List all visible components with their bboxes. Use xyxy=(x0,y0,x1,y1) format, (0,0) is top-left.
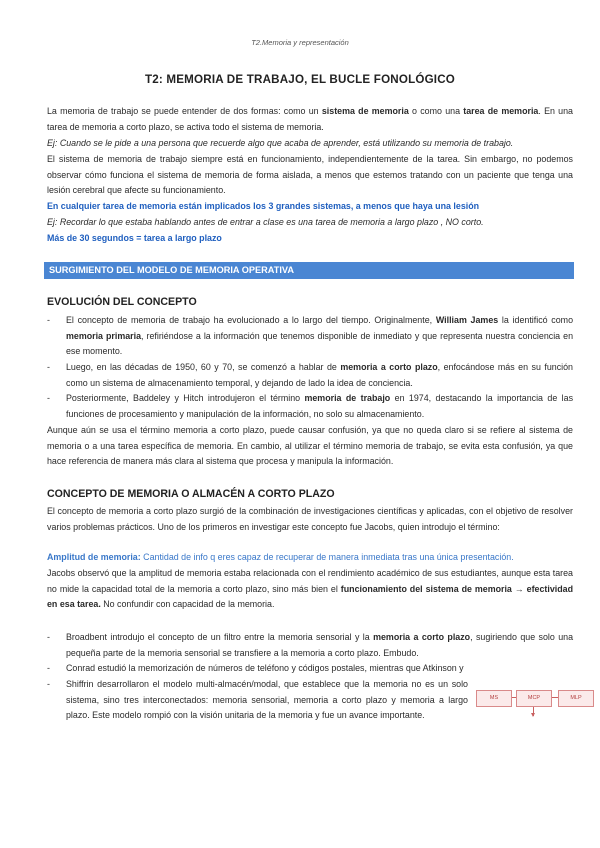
diagram-box-ms: MS xyxy=(476,690,512,707)
concepto-paragraph-1: El concepto de memoria a corto plazo surgió de la combinación de investigaciones científicas y aplicadas, con el objetivo de resolver varios problemas prácticos. Uno de los primeros en investigar este concepto fue Jacobs, quien introdujo el término: xyxy=(47,506,573,532)
concepto-paragraph-2: Jacobs observó que la amplitud de memoria estaba relacionada con el rendimiento académico de sus estudiantes, aunque esta tarea no mide la capacidad total de la memoria a corto plazo, sino más bien el funcionamiento del sistema de memoria → efectividad en esa tarea. No confundir con capacidad de la memoria. xyxy=(47,568,573,610)
list-item-text: Shiffrin desarrollaron el modelo multi-almacén/modal, que establece que la memoria no es un solo sistema, sino tres interconectados: memoria sensorial, memoria a corto plazo y memoria a largo plazo. Este modelo rompió con la visión unitaria de la memoria y fue un avance importante. xyxy=(66,679,468,721)
intro-highlight-1: En cualquier tarea de memoria están implicados los 3 grandes sistemas, a menos que haya una lesión xyxy=(47,201,480,211)
list-item-text: Luego, en las décadas de 1950, 60 y 70, se comenzó a hablar de memoria a corto plazo, enfocándose más en su función como un sistema de almacenamiento temporal, y dejando de lado la idea de conciencia. xyxy=(66,362,573,388)
diagram-box-mlp: MLP xyxy=(558,690,594,707)
diagram-down-arrow xyxy=(533,707,534,716)
bullet-dash: - xyxy=(47,632,50,642)
list-item xyxy=(47,313,573,360)
bullet-dash: - xyxy=(47,393,50,403)
definition-term: Amplitud de memoria: xyxy=(47,552,141,562)
bullet-dash: - xyxy=(47,362,50,372)
document-title: T2: MEMORIA DE TRABAJO, EL BUCLE FONOLÓGICO xyxy=(144,73,456,86)
bullet-dash: - xyxy=(47,315,50,325)
definition-text: Cantidad de info q eres capaz de recuperar de manera inmediata tras una única presentación. xyxy=(140,552,514,562)
heading-evolucion: EVOLUCIÓN DEL CONCEPTO xyxy=(47,296,197,308)
list-item xyxy=(47,630,573,661)
list-item xyxy=(47,391,573,422)
intro-highlight-2: Más de 30 segundos = tarea a largo plazo xyxy=(47,233,222,243)
list-item xyxy=(47,661,573,677)
heading-concepto: CONCEPTO DE MEMORIA O ALMACÉN A CORTO PLAZO xyxy=(47,488,335,500)
multi-store-diagram xyxy=(468,688,598,724)
intro-paragraph-1: La memoria de trabajo se puede entender de dos formas: como un sistema de memoria o como una tarea de memoria. En una tarea de memoria a corto plazo, se activa todo el sistema de memoria. xyxy=(47,106,573,132)
intro-example-1: Ej: Cuando se le pide a una persona que recuerde algo que acaba de aprender, está utilizando su memoria de trabajo. xyxy=(47,138,514,148)
intro-example-2: Ej: Recordar lo que estaba hablando antes de entrar a clase es una tarea de memoria a largo plazo , NO corto. xyxy=(47,217,484,227)
bullet-dash: - xyxy=(47,663,50,673)
list-item-text: El concepto de memoria de trabajo ha evolucionado a lo largo del tiempo. Originalmente, William James la identificó como memoria primaria, refiriéndose a la información que tenemos disponible de inmediato y que representa nuestra conciencia en ese momento. xyxy=(66,315,574,357)
list-item xyxy=(47,360,573,391)
list-item-text: Posteriormente, Baddeley y Hitch introdujeron el término memoria de trabajo en 1974, destacando la importancia de las funciones de procesamiento y manipulación de la información, no solo su almacenamiento. xyxy=(66,393,574,419)
running-header: T2.Memoria y representación xyxy=(251,38,349,47)
intro-paragraph-2: El sistema de memoria de trabajo siempre está en funcionamiento, independientemente de la tarea. Sin embargo, no podemos observar cómo funciona el sistema de memoria de forma aislada, a menos que estemos tratando con un paciente que tenga una lesión cerebral que afecte su funcionamiento. xyxy=(47,154,573,196)
diagram-box-mcp: MCP xyxy=(516,690,552,707)
section-heading-bar: SURGIMIENTO DEL MODELO DE MEMORIA OPERATIVA xyxy=(44,262,574,279)
amplitud-definition xyxy=(47,550,573,566)
bullet-dash: - xyxy=(47,679,50,689)
list-item-text: Conrad estudió la memorización de números de teléfono y códigos postales, mientras que Atkinson y xyxy=(66,663,464,673)
evolucion-closing-paragraph: Aunque aún se usa el término memoria a corto plazo, puede causar confusión, ya que no queda claro si se refiere al sistema de memoria o a una tarea específica de memoria. En cambio, al utilizar el término memoria de trabajo, se evita esta confusión, ya que hace referencia de manera más clara al sistema que procesa y manipula la información. xyxy=(47,425,573,467)
list-item-text: Broadbent introdujo el concepto de un filtro entre la memoria sensorial y la memoria a corto plazo, sugiriendo que solo una pequeña parte de la memoria sensorial se transfiere a la memoria a corto plazo. Embudo. xyxy=(66,632,574,658)
